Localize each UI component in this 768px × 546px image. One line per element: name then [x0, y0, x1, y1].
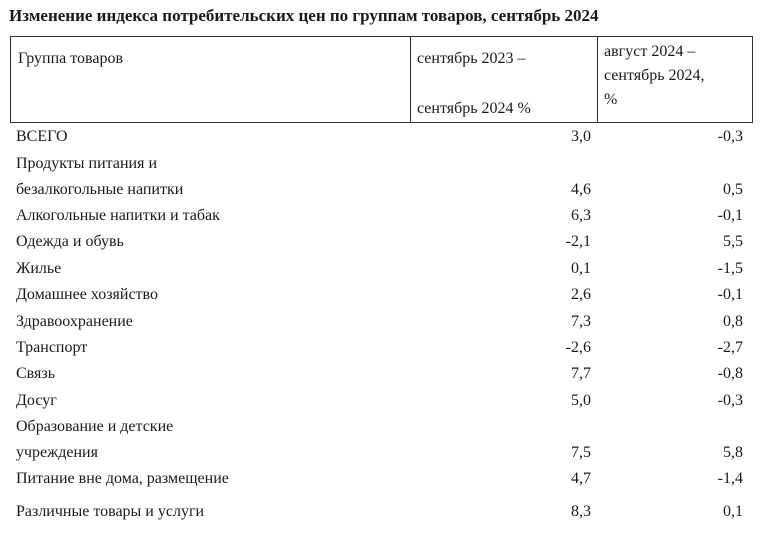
row-label: Здравоохранение [16, 313, 133, 330]
row-value-mom: -1,4 [717, 470, 743, 487]
row-label: учреждения [16, 444, 98, 461]
row-value-mom: 0,1 [723, 503, 743, 520]
row-value-mom: -0,8 [717, 365, 743, 382]
row-label: ВСЕГО [16, 128, 68, 145]
table-header [10, 36, 753, 123]
row-value-mom: -0,1 [717, 207, 743, 224]
row-value-yoy: -2,1 [565, 233, 591, 250]
header-yoy-line2: сентябрь 2024 % [417, 100, 531, 117]
row-value-yoy: 3,0 [571, 128, 591, 145]
row-label: Жилье [16, 260, 62, 277]
row-label: Алкогольные напитки и табак [16, 207, 220, 224]
row-label: безалкогольные напитки [16, 181, 184, 198]
header-mom-line3: % [604, 91, 618, 108]
row-label: Досуг [16, 392, 57, 409]
row-value-yoy: -2,6 [565, 339, 591, 356]
row-value-yoy: 4,6 [571, 181, 591, 198]
row-value-mom: 5,8 [723, 444, 743, 461]
row-label: Одежда и обувь [16, 233, 124, 250]
row-label: Питание вне дома, размещение [16, 470, 229, 487]
row-value-yoy: 2,6 [571, 286, 591, 303]
row-value-mom: -0,3 [717, 392, 743, 409]
row-value-mom: 0,8 [723, 313, 743, 330]
row-label-line1: Образование и детские [16, 418, 174, 435]
row-label: Транспорт [16, 339, 88, 356]
header-group-label: Группа товаров [18, 50, 124, 67]
row-value-mom: -2,7 [717, 339, 743, 356]
row-value-yoy: 7,7 [571, 365, 591, 382]
page-title: Изменение индекса потребительских цен по группам товаров, сентябрь 2024 [9, 6, 599, 25]
row-label: Домашнее хозяйство [16, 286, 158, 303]
header-group-column [11, 37, 410, 122]
row-value-mom: 0,5 [723, 181, 743, 198]
row-value-mom: 5,5 [723, 233, 743, 250]
header-yoy-column [410, 37, 597, 122]
row-value-yoy: 0,1 [571, 260, 591, 277]
row-label: Различные товары и услуги [16, 503, 205, 520]
row-value-yoy: 7,3 [571, 313, 591, 330]
row-value-mom: -0,1 [717, 286, 743, 303]
row-value-yoy: 5,0 [571, 392, 591, 409]
row-label: Связь [16, 365, 55, 382]
row-value-yoy: 4,7 [571, 470, 591, 487]
row-value-yoy: 8,3 [571, 503, 591, 520]
row-value-yoy: 7,5 [571, 444, 591, 461]
header-mom-line1: август 2024 – [604, 43, 696, 60]
row-label-line1: Продукты питания и [16, 155, 157, 172]
row-value-yoy: 6,3 [571, 207, 591, 224]
row-value-mom: -0,3 [717, 128, 743, 145]
header-yoy-line1: сентябрь 2023 – [417, 50, 526, 67]
row-value-mom: -1,5 [717, 260, 743, 277]
header-mom-line2: сентябрь 2024, [604, 67, 705, 84]
header-mom-column [597, 37, 752, 122]
